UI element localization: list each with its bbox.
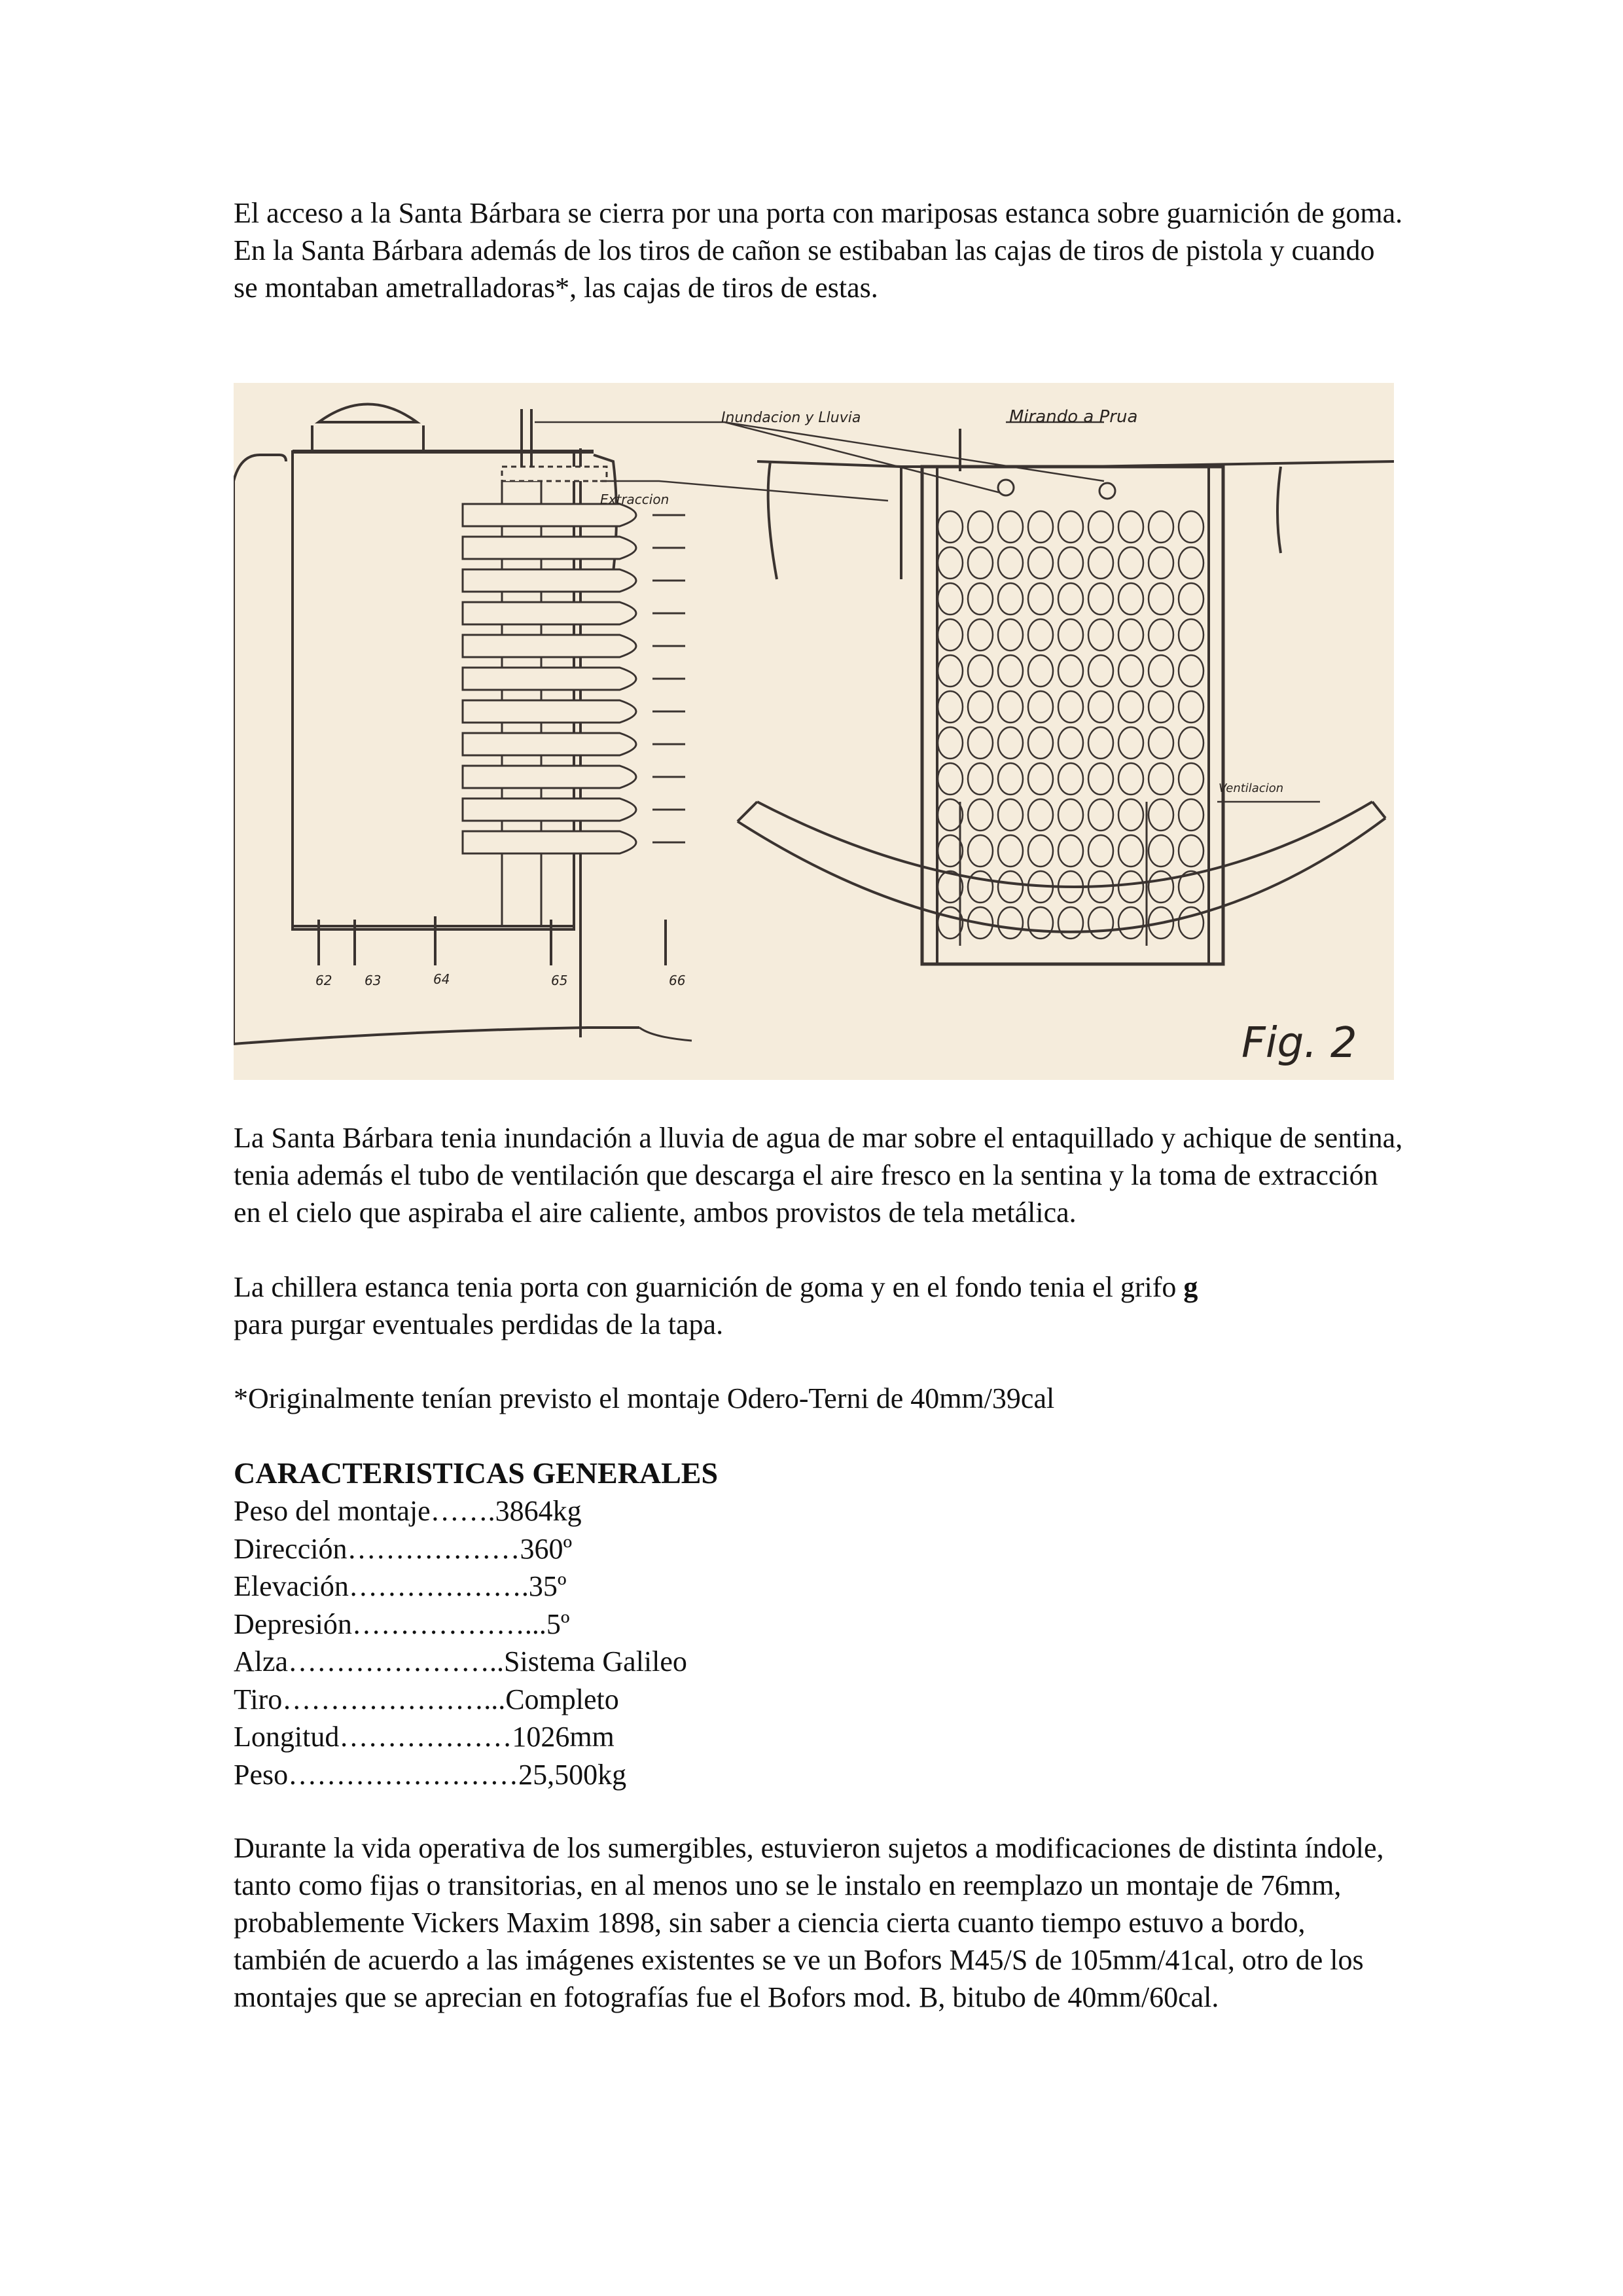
cartridge-drawing — [968, 547, 993, 579]
cartridge-drawing — [1118, 835, 1143, 867]
cartridge-drawing — [1149, 763, 1173, 795]
cartridge-drawing — [1028, 583, 1053, 615]
cartridge-drawing — [1118, 583, 1143, 615]
magazine-diagram — [234, 383, 1394, 1080]
shell-drawing — [463, 766, 636, 788]
cartridge-drawing — [998, 583, 1023, 615]
cartridge-drawing — [1058, 835, 1083, 867]
cartridge-drawing — [1088, 835, 1113, 867]
figure-caption: Fig. 2 — [1241, 1019, 1357, 1067]
cartridge-drawing — [1149, 835, 1173, 867]
spec-item: Elevación……………….35º — [234, 1570, 567, 1602]
cartridge-drawing — [1028, 907, 1053, 939]
cartridge-drawing — [968, 511, 993, 543]
cartridge-drawing — [938, 835, 963, 867]
cartridge-drawing — [1118, 511, 1143, 543]
cartridge-drawing — [1179, 655, 1204, 687]
shell-drawing — [463, 602, 636, 624]
cartridge-drawing — [1058, 907, 1083, 939]
shell-drawing — [463, 504, 636, 526]
cartridge-drawing — [938, 583, 963, 615]
spec-item: Depresión………………...5º — [234, 1607, 570, 1640]
cartridge-drawing — [1088, 907, 1113, 939]
shell-drawing — [463, 798, 636, 821]
cartridge-drawing — [1058, 727, 1083, 759]
cartridge-drawing — [968, 763, 993, 795]
shell-drawing — [463, 700, 636, 723]
specs-heading: CARACTERISTICAS GENERALES — [234, 1456, 719, 1490]
cartridge-drawing — [1028, 727, 1053, 759]
cartridge-drawing — [1179, 763, 1204, 795]
cartridge-drawing — [1088, 511, 1113, 543]
chillera-text-end: para purgar eventuales perdidas de la tapa. — [234, 1308, 724, 1340]
footnote: *Originalmente tenían previsto el montaje Odero-Terni de 40mm/39cal — [234, 1382, 1055, 1414]
cartridge-drawing — [998, 727, 1023, 759]
spec-item: Longitud………………1026mm — [234, 1721, 615, 1753]
cartridge-drawing — [1028, 799, 1053, 831]
cartridge-drawing — [1118, 547, 1143, 579]
label-extraccion: Extraccion — [600, 492, 669, 507]
cartridge-drawing — [1118, 619, 1143, 651]
grifo-letter: g — [1183, 1271, 1198, 1303]
spec-item: Tiro…………………...Completo — [234, 1683, 619, 1715]
cartridge-drawing — [1058, 691, 1083, 723]
cartridge-drawing — [1088, 619, 1113, 651]
cartridge-drawing — [1118, 799, 1143, 831]
cartridge-drawing — [1179, 907, 1204, 939]
cartridge-drawing — [1088, 799, 1113, 831]
cartridge-drawing — [998, 907, 1023, 939]
cartridge-drawing — [1028, 763, 1053, 795]
cartridge-drawing — [1058, 547, 1083, 579]
cartridge-drawing — [998, 655, 1023, 687]
cartridge-drawing — [998, 799, 1023, 831]
spec-item: Peso del montaje…….3864kg — [234, 1495, 582, 1527]
cartridge-drawing — [968, 619, 993, 651]
label-ventilacion: Ventilacion — [1219, 781, 1284, 795]
cartridge-drawing — [1118, 871, 1143, 903]
cartridge-drawing — [1118, 763, 1143, 795]
cartridge-drawing — [1179, 727, 1204, 759]
spec-item: Alza…………………..Sistema Galileo — [234, 1645, 687, 1677]
cartridge-drawing — [1149, 727, 1173, 759]
cartridge-drawing — [938, 547, 963, 579]
cartridge-drawing — [1058, 655, 1083, 687]
cartridge-drawing — [968, 871, 993, 903]
cartridge-drawing — [968, 583, 993, 615]
cartridge-drawing — [1088, 691, 1113, 723]
cartridge-drawing — [1118, 691, 1143, 723]
cartridge-drawing — [1118, 907, 1143, 939]
shell-drawing — [463, 569, 636, 592]
frame-number: 65 — [551, 973, 568, 988]
cartridge-drawing — [1149, 655, 1173, 687]
cartridge-drawing — [938, 871, 963, 903]
cartridge-drawing — [1088, 655, 1113, 687]
cartridge-drawing — [998, 619, 1023, 651]
cartridge-drawing — [998, 511, 1023, 543]
frame-number: 64 — [433, 971, 450, 987]
cartridge-drawing — [1058, 799, 1083, 831]
cartridge-drawing — [968, 799, 993, 831]
cartridge-drawing — [1179, 511, 1204, 543]
cartridge-drawing — [938, 691, 963, 723]
cartridge-drawing — [1118, 727, 1143, 759]
cartridge-drawing — [968, 835, 993, 867]
cartridge-drawing — [1088, 547, 1113, 579]
cartridge-drawing — [1058, 763, 1083, 795]
cartridge-drawing — [1058, 619, 1083, 651]
cartridge-drawing — [1088, 727, 1113, 759]
chillera-text: La chillera estanca tenia porta con guarnición de goma y en el fondo tenia el grifo — [234, 1271, 1184, 1303]
cartridge-drawing — [1028, 511, 1053, 543]
cartridge-drawing — [938, 511, 963, 543]
label-mirando-a-prua: Mirando a Prua — [1009, 407, 1138, 427]
cartridge-drawing — [1088, 763, 1113, 795]
frame-number: 66 — [669, 973, 686, 988]
cartridge-drawing — [1149, 583, 1173, 615]
cartridge-drawing — [1058, 511, 1083, 543]
cartridge-drawing — [938, 907, 963, 939]
cartridge-drawing — [1179, 583, 1204, 615]
cartridge-drawing — [1028, 619, 1053, 651]
cartridge-drawing — [1149, 619, 1173, 651]
cartridge-drawing — [1179, 799, 1204, 831]
cartridge-drawing — [998, 871, 1023, 903]
cartridge-drawing — [968, 655, 993, 687]
cartridge-drawing — [968, 727, 993, 759]
cartridge-drawing — [1118, 655, 1143, 687]
frame-number: 63 — [365, 973, 382, 988]
cartridge-drawing — [1149, 547, 1173, 579]
cartridge-drawing — [938, 727, 963, 759]
cartridge-drawing — [1179, 691, 1204, 723]
shell-drawing — [463, 537, 636, 559]
cartridge-drawing — [968, 691, 993, 723]
cartridge-drawing — [1028, 547, 1053, 579]
cartridge-drawing — [998, 835, 1023, 867]
chillera-paragraph — [234, 1268, 1405, 1343]
intro-paragraph: El acceso a la Santa Bárbara se cierra por una porta con mariposas estanca sobre guarnición de goma. En la Santa Bárbara además de los tiros de cañon se estibaban las cajas de tiros de pistola y cuando se montaban ametralladoras*, las cajas de tiros de estas. — [234, 197, 1403, 304]
ventilation-paragraph: La Santa Bárbara tenia inundación a lluvia de agua de mar sobre el entaquillado y achique de sentina, tenia además el tubo de ventilación que descarga el aire fresco en la sentina y la toma de extracción en el cielo que aspiraba el aire caliente, ambos provistos de tela metálica. — [234, 1122, 1403, 1229]
technical-drawing — [234, 383, 1394, 1080]
history-paragraph: Durante la vida operativa de los sumergibles, estuvieron sujetos a modificaciones de distinta índole, tanto como fijas o transitorias, en al menos uno se le instalo en reemplazo un montaje de 76mm, probablemente Vickers Maxim 1898, sin saber a ciencia cierta cuanto tiempo estuvo a bordo, también de acuerdo a las imágenes existentes se ve un Bofors M45/S de 105mm/41cal, otro de los montajes que se aprecian en fotografías fue el Bofors mod. B, bitubo de 40mm/60cal. — [234, 1832, 1384, 2013]
cartridge-drawing — [938, 799, 963, 831]
cartridge-drawing — [1179, 619, 1204, 651]
cartridge-drawing — [1028, 691, 1053, 723]
cartridge-drawing — [1028, 835, 1053, 867]
cartridge-drawing — [1179, 547, 1204, 579]
cartridge-drawing — [938, 763, 963, 795]
shell-drawing — [463, 668, 636, 690]
cartridge-drawing — [938, 655, 963, 687]
cartridge-drawing — [1149, 691, 1173, 723]
shell-drawing — [463, 831, 636, 853]
cartridge-drawing — [1149, 511, 1173, 543]
cartridge-drawing — [1149, 799, 1173, 831]
cartridge-drawing — [998, 691, 1023, 723]
cartridge-drawing — [1179, 871, 1204, 903]
cartridge-drawing — [1088, 583, 1113, 615]
cartridge-drawing — [1179, 835, 1204, 867]
cartridge-drawing — [1028, 655, 1053, 687]
label-inundacion: Inundacion y Lluvia — [721, 410, 861, 426]
cartridge-drawing — [1058, 583, 1083, 615]
cartridge-drawing — [998, 763, 1023, 795]
spec-item: Peso……………………25,500kg — [234, 1758, 627, 1791]
cartridge-drawing — [1149, 871, 1173, 903]
cartridge-drawing — [998, 547, 1023, 579]
frame-number: 62 — [315, 973, 332, 988]
spec-item: Dirección………………360º — [234, 1532, 573, 1565]
shell-drawing — [463, 733, 636, 755]
specs-list — [234, 1492, 687, 1793]
shell-drawing — [463, 635, 636, 657]
cartridge-drawing — [938, 619, 963, 651]
